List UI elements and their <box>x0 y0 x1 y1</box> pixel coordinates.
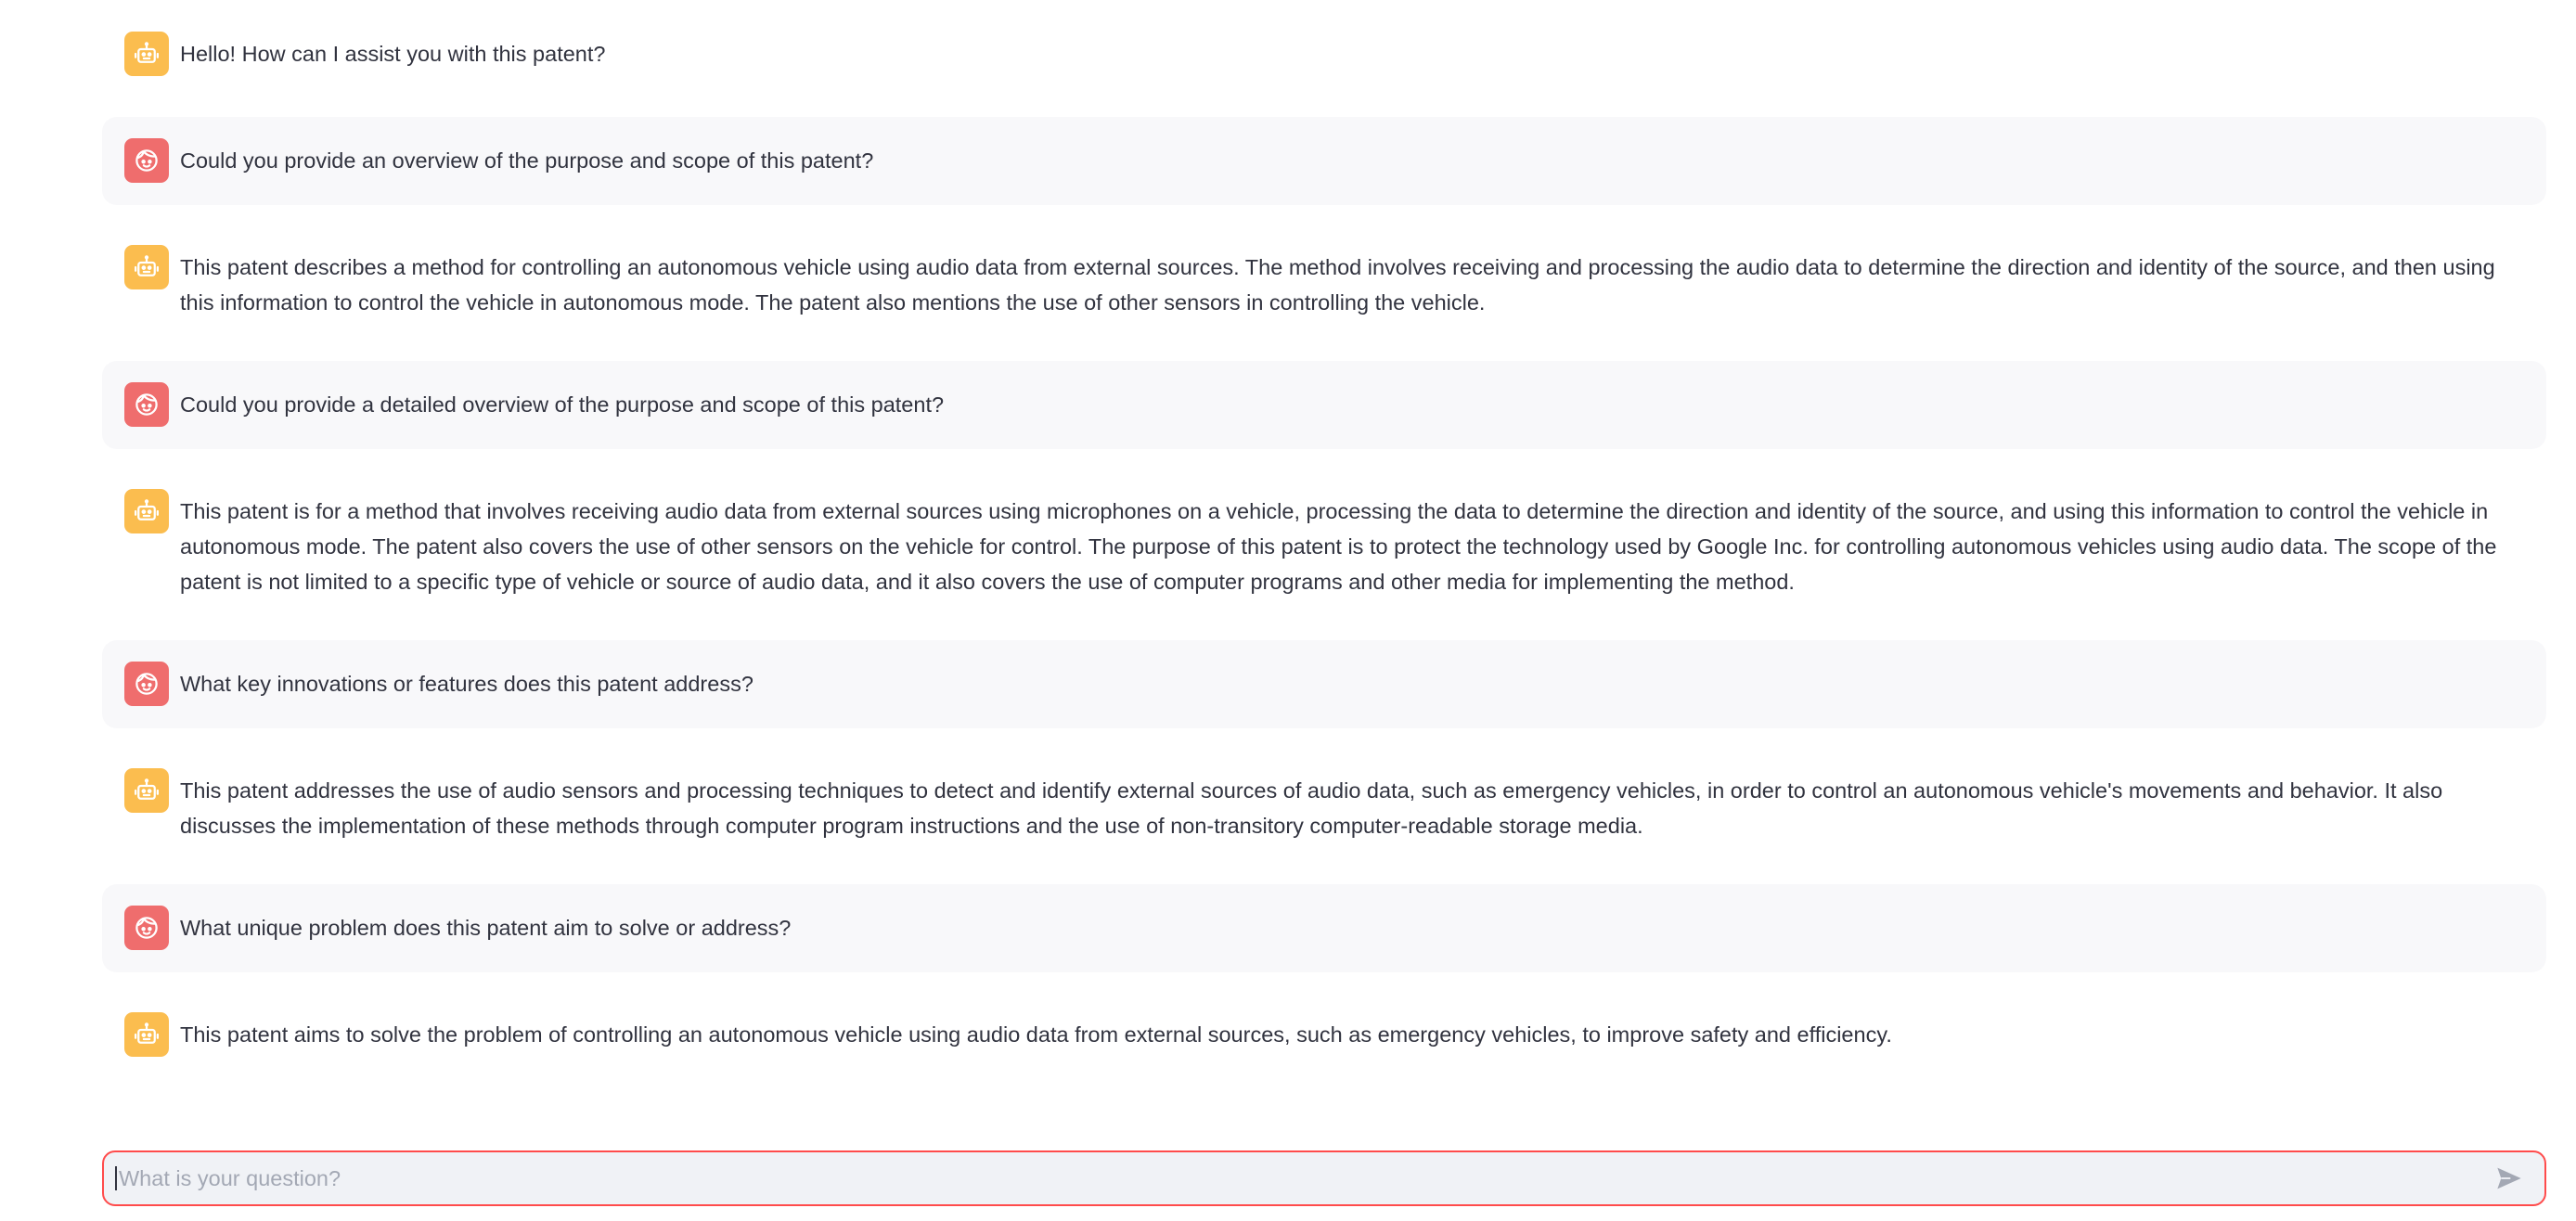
assistant-message <box>102 747 2546 866</box>
message-text: Could you provide a detailed overview of the purpose and scope of this patent? <box>180 392 945 417</box>
chat-history <box>102 10 2546 1079</box>
user-message <box>102 640 2546 728</box>
chat-input-bar <box>102 1150 2546 1206</box>
user-message <box>102 884 2546 972</box>
assistant-message <box>102 224 2546 342</box>
assistant-message <box>102 468 2546 622</box>
robot-icon <box>124 245 169 289</box>
smiley-face-icon <box>124 662 169 706</box>
smiley-face-icon <box>124 382 169 427</box>
assistant-message <box>102 10 2546 98</box>
message-text: Hello! How can I assist you with this patent? <box>180 42 606 66</box>
message-text: This patent describes a method for controlling an autonomous vehicle using audio data from external sources. The method involves receiving and processing the audio data to determine the direction and identity of the source, and then using this information to control the vehicle in autonomous mode. The patent also mentions the use of other sensors in controlling the vehicle. <box>180 255 2495 315</box>
user-message <box>102 117 2546 205</box>
message-text: What key innovations or features does this patent address? <box>180 672 753 696</box>
send-button[interactable] <box>2487 1156 2531 1201</box>
smiley-face-icon <box>124 138 169 183</box>
message-text: This patent aims to solve the problem of controlling an autonomous vehicle using audio data from external sources, such as emergency vehicles, to improve safety and efficiency. <box>180 1022 1892 1047</box>
send-icon <box>2494 1163 2524 1193</box>
assistant-message <box>102 991 2546 1079</box>
message-text: What unique problem does this patent aim to solve or address? <box>180 916 792 940</box>
robot-icon <box>124 1012 169 1057</box>
user-message <box>102 361 2546 449</box>
robot-icon <box>124 32 169 76</box>
robot-icon <box>124 489 169 533</box>
robot-icon <box>124 768 169 813</box>
smiley-face-icon <box>124 906 169 950</box>
message-text: Could you provide an overview of the purpose and scope of this patent? <box>180 148 874 173</box>
question-input[interactable] <box>117 1166 2487 1191</box>
message-text: This patent is for a method that involves receiving audio data from external sources using microphones on a vehicle, processing the data to determine the direction and identity of the source, and using this information to control the vehicle in autonomous mode. The patent also covers the use of other sensors on the vehicle for control. The purpose of this patent is to protect the technology used by Google Inc. for controlling autonomous vehicles using audio data. The scope of the patent is not limited to a specific type of vehicle or source of audio data, and it also covers the use of computer programs and other media for implementing the method. <box>180 499 2497 594</box>
message-text: This patent addresses the use of audio sensors and processing techniques to detect and identify external sources of audio data, such as emergency vehicles, in order to control an autonomous vehicle's movements and behavior. It also discusses the implementation of these methods through computer program instructions and the use of non-transitory computer-readable storage media. <box>180 778 2443 838</box>
